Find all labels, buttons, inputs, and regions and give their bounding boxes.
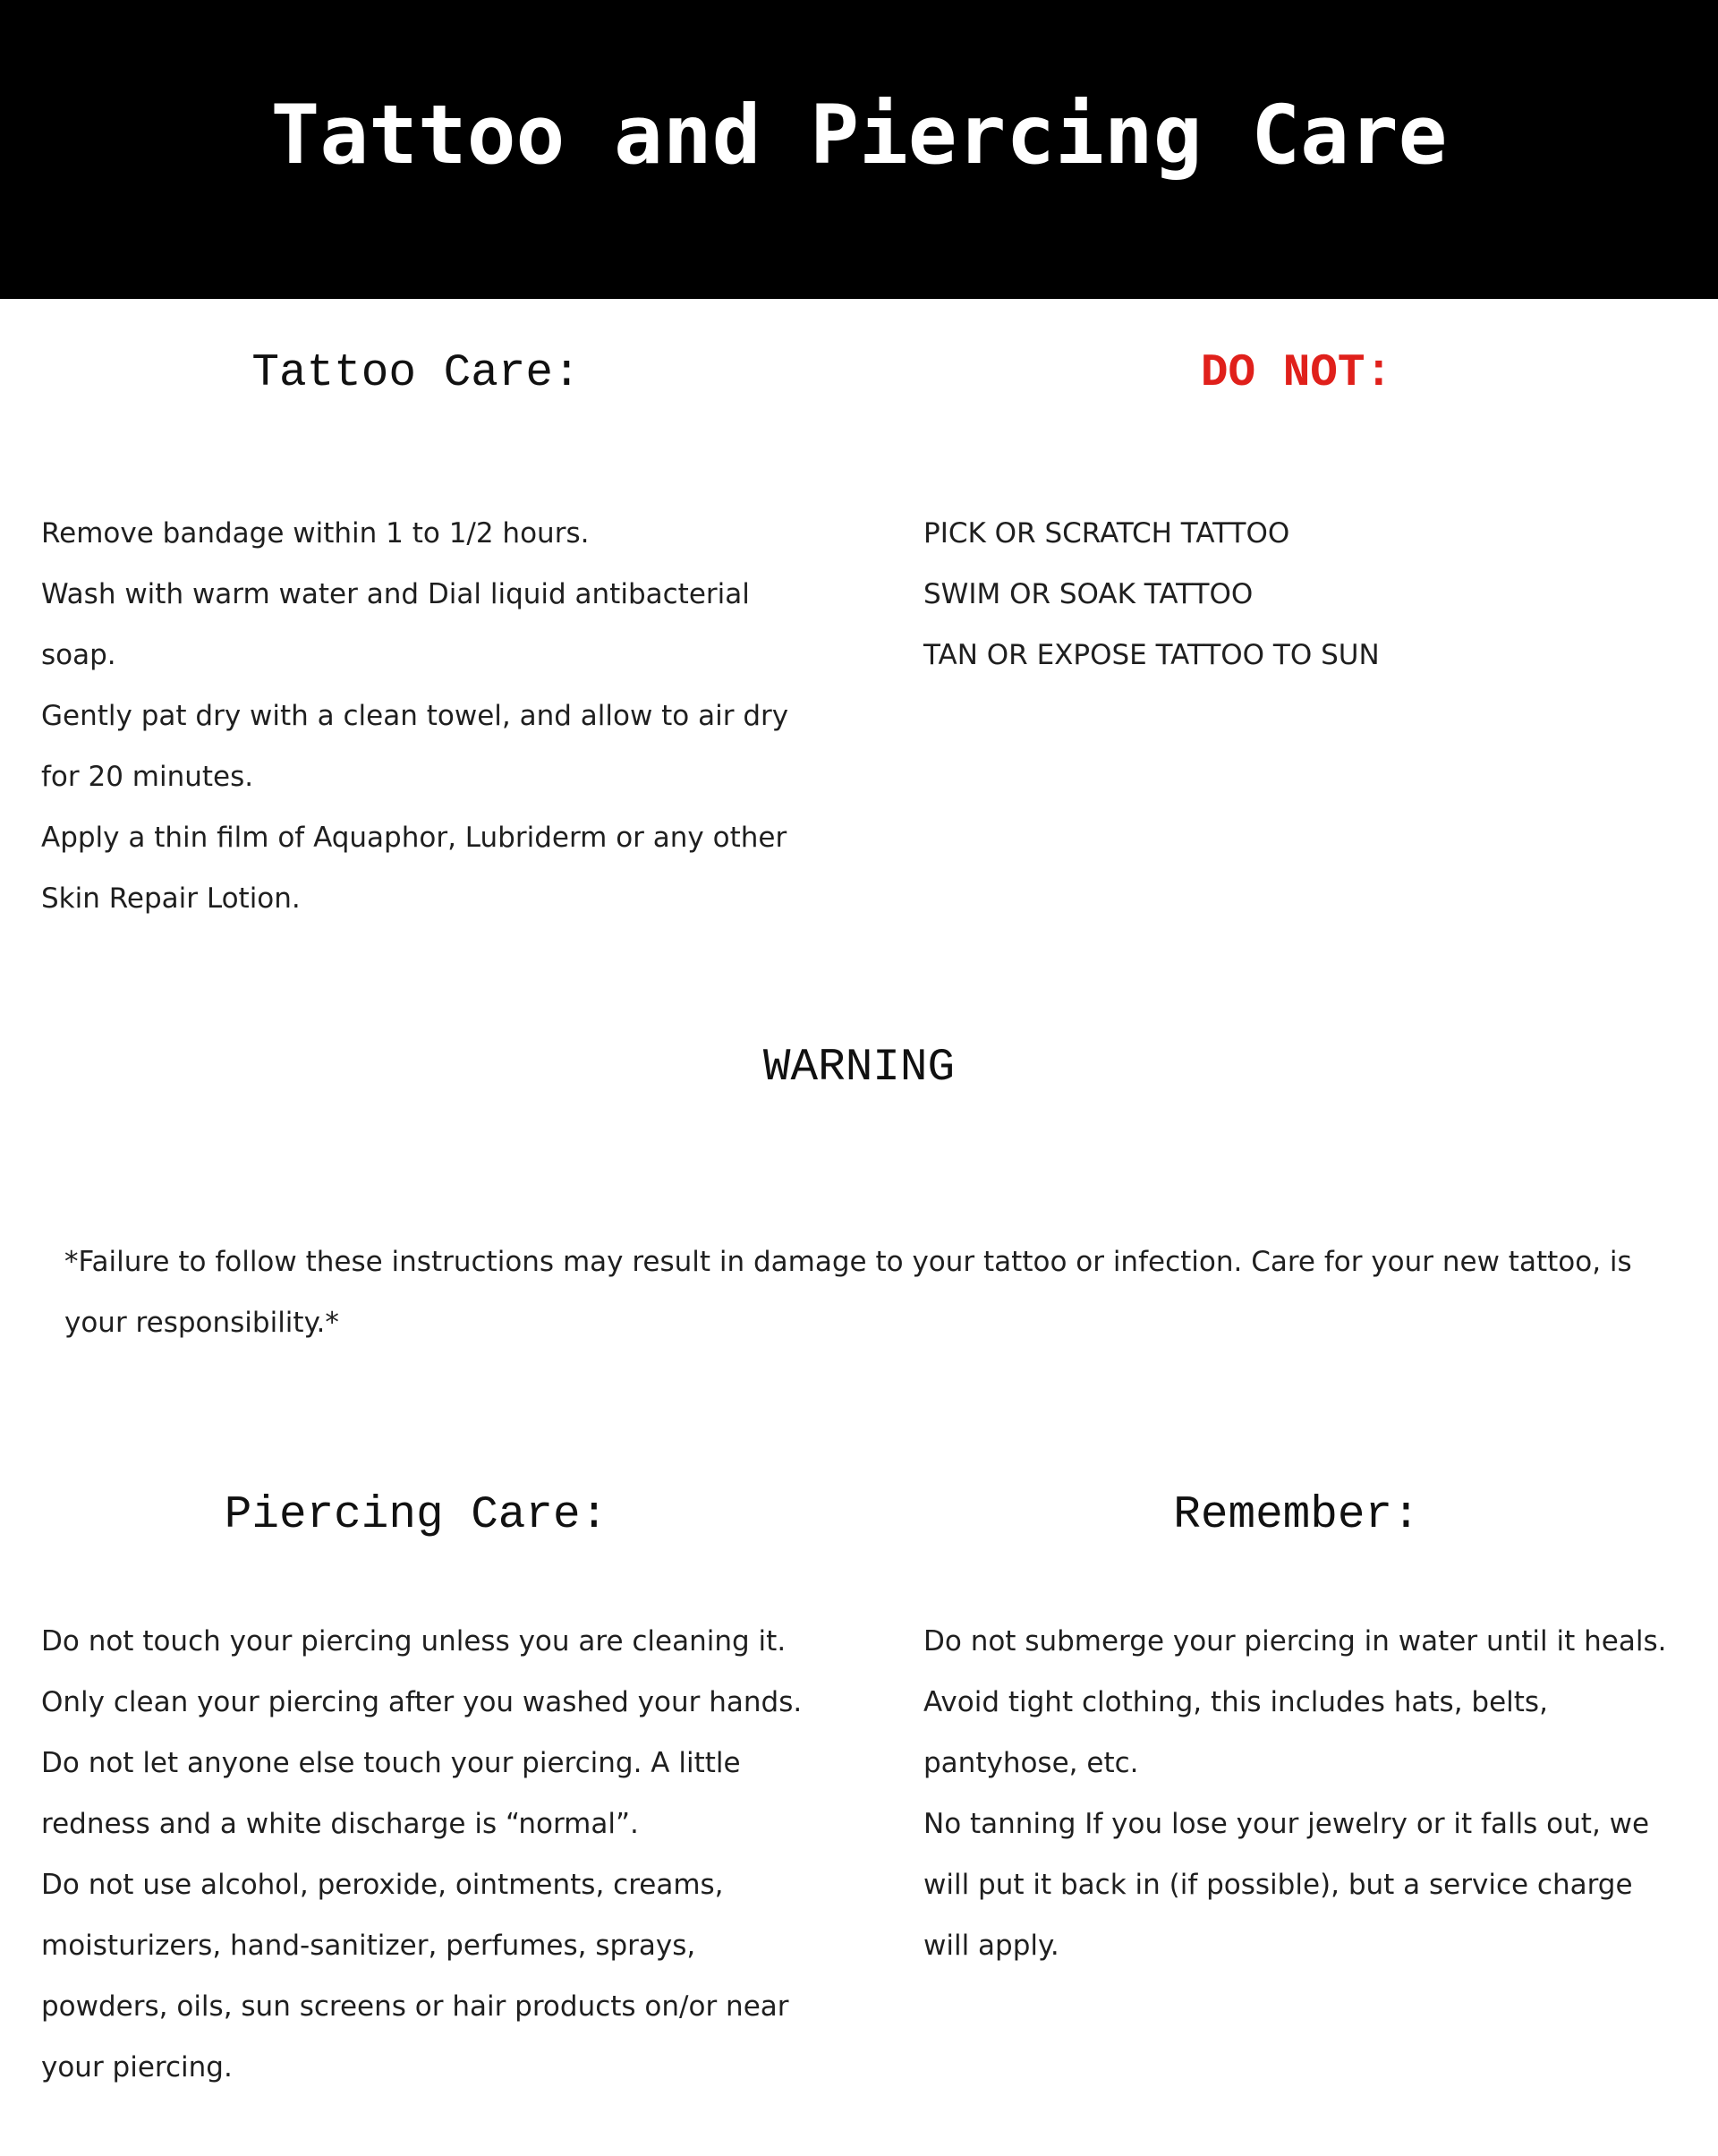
list-item: Do not touch your piercing unless you are cleaning it. [41, 1625, 787, 1657]
warning-text: *Failure to follow these instructions may result in damage to your tattoo or infection. Care for your new tattoo, is your responsibility.* [64, 1246, 1632, 1339]
piercing-care-heading: Piercing Care: [224, 1490, 608, 1541]
do-not-heading: DO NOT: [1200, 348, 1393, 399]
list-item: No tanning If you lose your jewelry or it falls out, we will put it back in (if possible), but a service charge will apply. [923, 1808, 1650, 1962]
header-banner [0, 0, 1718, 299]
do-not-list [923, 503, 1670, 686]
list-item: TAN OR EXPOSE TATTOO TO SUN [923, 639, 1380, 671]
list-item: PICK OR SCRATCH TATTOO [923, 517, 1290, 550]
list-item: SWIM OR SOAK TATTOO [923, 578, 1254, 610]
remember-heading: Remember: [1173, 1490, 1420, 1541]
list-item: Remove bandage within 1 to 1/2 hours. [41, 517, 590, 550]
tattoo-care-heading: Tattoo Care: [251, 348, 581, 399]
list-item: Do not use alcohol, peroxide, ointments, creams, moisturizers, hand-sanitizer, perfumes, sprays, powders, oils, sun screens or hair products on/or near your piercing. [41, 1869, 789, 2084]
list-item: Wash with warm water and Dial liquid antibacterial soap. [41, 578, 750, 671]
tattoo-care-list [41, 503, 811, 929]
warning-heading: WARNING [762, 1043, 956, 1094]
list-item: Only clean your piercing after you washed your hands. [41, 1686, 803, 1718]
list-item: Apply a thin film of Aquaphor, Lubriderm or any other Skin Repair Lotion. [41, 822, 787, 915]
remember-list [923, 1611, 1675, 1976]
list-item: Do not submerge your piercing in water until it heals. [923, 1625, 1667, 1657]
list-item: Avoid tight clothing, this includes hats, belts, pantyhose, etc. [923, 1686, 1548, 1779]
piercing-care-list [41, 1611, 811, 2098]
page-title: Tattoo and Piercing Care [270, 89, 1448, 183]
list-item: Do not let anyone else touch your piercing. A little redness and a white discharge is “normal”. [41, 1747, 741, 1840]
list-item: Gently pat dry with a clean towel, and allow to air dry for 20 minutes. [41, 700, 789, 793]
